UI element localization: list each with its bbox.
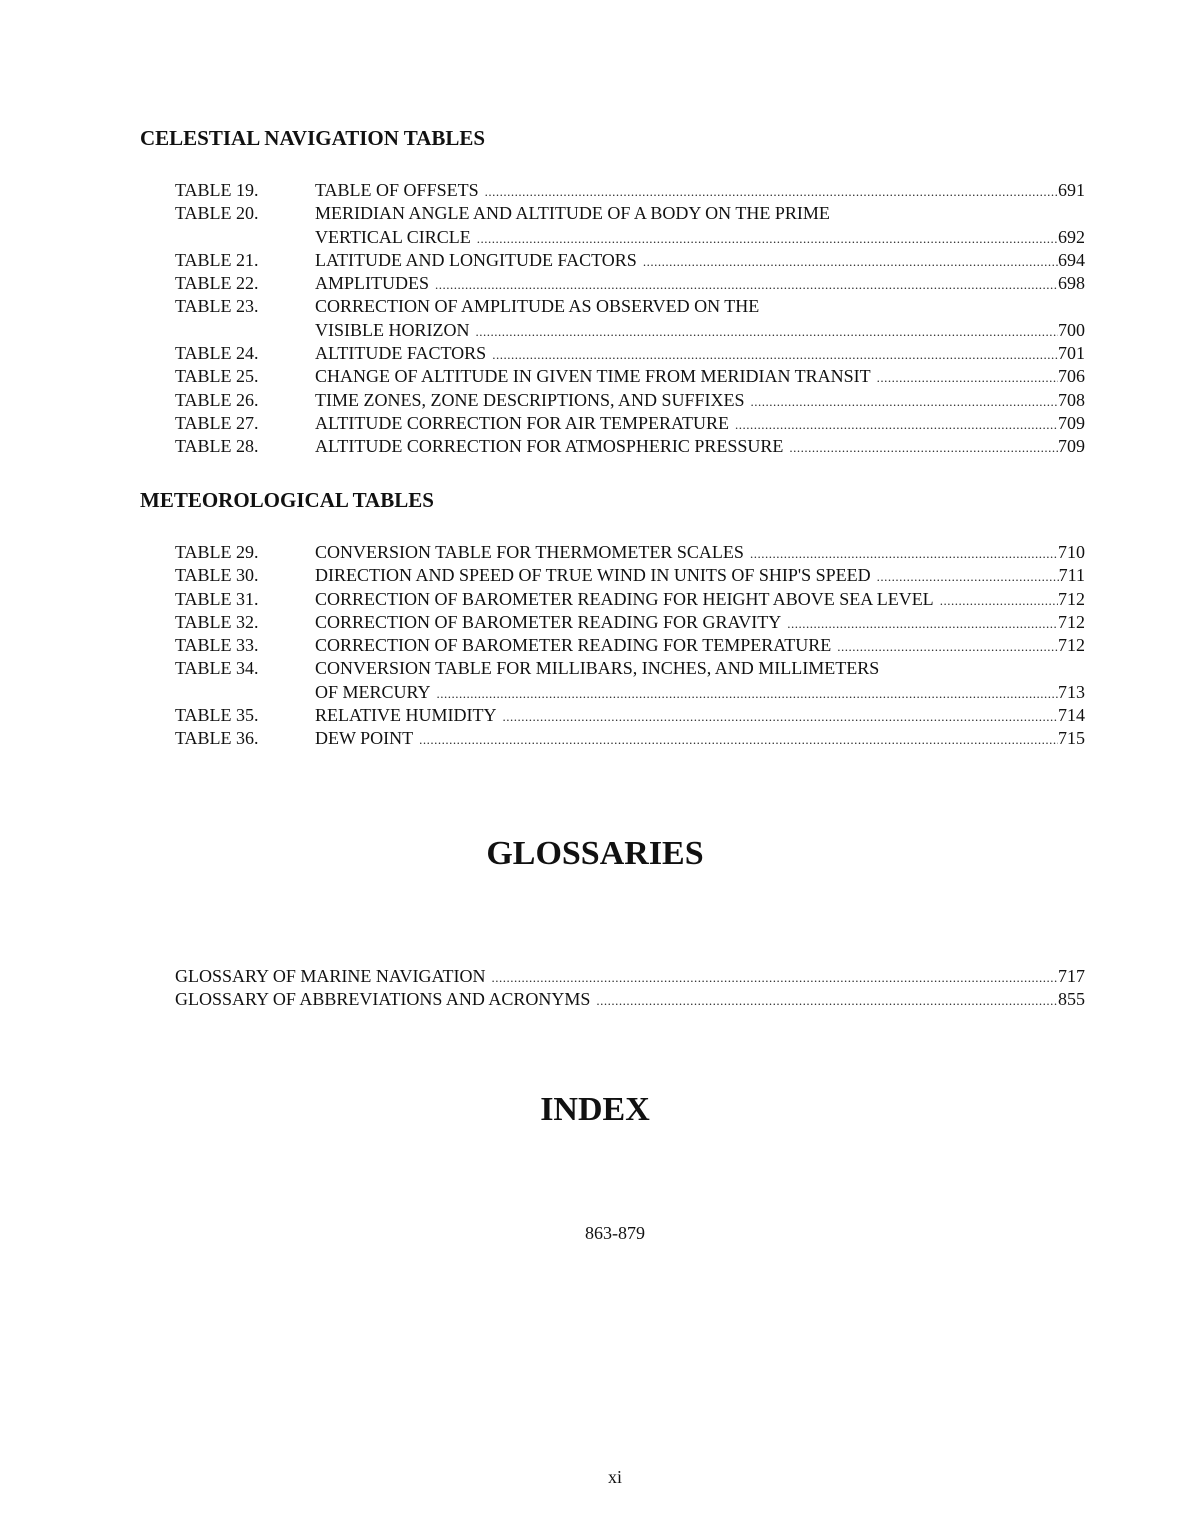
- toc-leader-dots: [751, 390, 1058, 413]
- toc-row-glossary-abbreviations[interactable]: [175, 988, 1085, 1011]
- toc-row-table-31[interactable]: [175, 588, 1085, 611]
- toc-page-number: 694: [1058, 249, 1085, 270]
- toc-row-table-29[interactable]: [175, 541, 1085, 564]
- toc-table-title-continued: VERTICAL CIRCLE: [315, 226, 471, 247]
- toc-row-table-23[interactable]: [175, 295, 1085, 318]
- toc-leader-dots: [787, 612, 1058, 635]
- toc-page-number: 700: [1058, 319, 1085, 340]
- toc-leader-dots: [437, 682, 1058, 705]
- toc-leader-dots: [419, 728, 1058, 751]
- toc-leader-dots: [877, 366, 1058, 389]
- toc-page-number: 708: [1058, 389, 1085, 410]
- toc-table-number: TABLE 31.: [175, 588, 259, 609]
- toc-table-title: CORRECTION OF BAROMETER READING FOR GRAVITY: [315, 611, 782, 632]
- toc-table-title: MERIDIAN ANGLE AND ALTITUDE OF A BODY ON THE PRIME: [315, 203, 830, 224]
- toc-page-number: 709: [1058, 436, 1085, 457]
- toc-leader-dots: [789, 436, 1058, 459]
- toc-table-number: TABLE 28.: [175, 436, 259, 457]
- toc-row-table-25[interactable]: [175, 365, 1085, 388]
- toc-table-title: DIRECTION AND SPEED OF TRUE WIND IN UNITS OF SHIP'S SPEED: [315, 565, 871, 586]
- toc-row-table-24[interactable]: [175, 342, 1085, 365]
- toc-table-title: TABLE OF OFFSETS: [315, 180, 479, 200]
- toc-row-table-34[interactable]: [175, 657, 1085, 680]
- toc-row-table-27[interactable]: [175, 412, 1085, 435]
- toc-row-table-28[interactable]: [175, 435, 1085, 458]
- toc-leader-dots: [485, 180, 1058, 203]
- toc-table-title: CONVERSION TABLE FOR MILLIBARS, INCHES, AND MILLIMETERS: [315, 658, 880, 679]
- toc-row-table-33[interactable]: [175, 634, 1085, 657]
- toc-row-table-32[interactable]: [175, 611, 1085, 634]
- toc-row-table-35[interactable]: [175, 704, 1085, 727]
- toc-table-title: AMPLITUDES: [315, 273, 430, 294]
- toc-table-title: CORRECTION OF AMPLITUDE AS OBSERVED ON THE: [315, 296, 760, 317]
- toc-table-title: CORRECTION OF BAROMETER READING FOR TEMPERATURE: [315, 635, 832, 656]
- toc-row-table-36[interactable]: [175, 727, 1085, 750]
- toc-leader-dots: [750, 542, 1058, 565]
- toc-table-number: TABLE 25.: [175, 366, 259, 387]
- toc-glossary-title: GLOSSARY OF ABBREVIATIONS AND ACRONYMS: [175, 989, 591, 1010]
- toc-row-table-22[interactable]: [175, 272, 1085, 295]
- toc-page-number: 698: [1058, 273, 1085, 294]
- toc-page-number: 712: [1058, 611, 1085, 632]
- index-page-range[interactable]: 863-879: [585, 1223, 645, 1243]
- toc-leader-dots: [837, 635, 1058, 658]
- toc-row-table-26[interactable]: [175, 389, 1085, 412]
- toc-leader-dots: [940, 589, 1058, 612]
- toc-table-title-continued: OF MERCURY: [315, 681, 431, 702]
- toc-page-number: 710: [1058, 542, 1085, 562]
- toc-row-table-20[interactable]: [175, 202, 1085, 225]
- toc-table-title: TIME ZONES, ZONE DESCRIPTIONS, AND SUFFIXES: [315, 389, 745, 410]
- index-heading: INDEX: [540, 1091, 650, 1128]
- toc-leader-dots: [735, 413, 1058, 436]
- glossaries-toc-list: [175, 965, 1085, 1012]
- toc-leader-dots: [492, 966, 1058, 989]
- toc-leader-dots: [476, 320, 1059, 343]
- toc-table-number: TABLE 29.: [175, 542, 259, 562]
- toc-page-number: 712: [1058, 635, 1085, 656]
- toc-row-table-30[interactable]: [175, 564, 1085, 587]
- toc-table-title: CONVERSION TABLE FOR THERMOMETER SCALES: [315, 542, 744, 562]
- toc-leader-dots: [502, 705, 1058, 728]
- toc-page-number: 717: [1058, 966, 1085, 986]
- toc-page-number: 714: [1058, 705, 1085, 726]
- toc-table-title: ALTITUDE CORRECTION FOR ATMOSPHERIC PRESSURE: [315, 436, 784, 457]
- toc-page-number: 706: [1058, 366, 1085, 387]
- toc-table-number: TABLE 21.: [175, 249, 259, 270]
- toc-table-number: TABLE 23.: [175, 296, 259, 317]
- toc-glossary-title: GLOSSARY OF MARINE NAVIGATION: [175, 966, 486, 986]
- toc-row-glossary-marine-navigation[interactable]: [175, 965, 1085, 988]
- toc-table-number: TABLE 20.: [175, 203, 259, 224]
- toc-table-number: TABLE 26.: [175, 389, 259, 410]
- toc-page-number: 691: [1058, 180, 1085, 200]
- toc-page-number: 855: [1058, 989, 1085, 1010]
- toc-page-number: 715: [1058, 728, 1085, 749]
- toc-table-number: TABLE 24.: [175, 343, 259, 364]
- toc-page-number: 692: [1058, 226, 1085, 247]
- toc-table-number: TABLE 35.: [175, 705, 259, 726]
- meteorological-section-heading: METEOROLOGICAL TABLES: [140, 488, 434, 512]
- toc-table-number: TABLE 27.: [175, 412, 259, 433]
- toc-table-title: DEW POINT: [315, 728, 414, 749]
- toc-table-number: TABLE 33.: [175, 635, 259, 656]
- toc-leader-dots: [492, 343, 1058, 366]
- toc-row-table-23-cont[interactable]: [175, 319, 1085, 342]
- toc-table-number: TABLE 32.: [175, 611, 259, 632]
- toc-table-title: RELATIVE HUMIDITY: [315, 705, 497, 726]
- celestial-section-heading: CELESTIAL NAVIGATION TABLES: [140, 126, 486, 150]
- toc-table-number: TABLE 19.: [175, 180, 259, 200]
- toc-leader-dots: [877, 565, 1059, 588]
- toc-row-table-19[interactable]: [175, 179, 1085, 202]
- toc-table-number: TABLE 34.: [175, 658, 259, 679]
- page-number: xi: [607, 1467, 622, 1487]
- meteorological-toc-list: [175, 541, 1085, 751]
- toc-table-title: CORRECTION OF BAROMETER READING FOR HEIGHT ABOVE SEA LEVEL: [315, 588, 934, 609]
- toc-page-number: 701: [1058, 343, 1085, 364]
- toc-row-table-34-cont[interactable]: [175, 681, 1085, 704]
- toc-table-title: LATITUDE AND LONGITUDE FACTORS: [315, 249, 637, 270]
- toc-table-number: TABLE 30.: [175, 565, 259, 586]
- toc-page-number: 709: [1058, 412, 1085, 433]
- toc-table-title: CHANGE OF ALTITUDE IN GIVEN TIME FROM MERIDIAN TRANSIT: [315, 366, 871, 387]
- toc-leader-dots: [596, 989, 1058, 1012]
- toc-row-table-20-cont[interactable]: [175, 226, 1085, 249]
- toc-page-number: 712: [1058, 588, 1085, 609]
- toc-leader-dots: [643, 250, 1058, 273]
- toc-table-title-continued: VISIBLE HORIZON: [315, 319, 470, 340]
- toc-leader-dots: [477, 227, 1058, 250]
- toc-page-number: 713: [1058, 681, 1085, 702]
- toc-leader-dots: [435, 273, 1058, 296]
- toc-table-number: TABLE 36.: [175, 728, 259, 749]
- celestial-toc-list: [175, 179, 1085, 459]
- toc-table-title: ALTITUDE FACTORS: [315, 343, 487, 364]
- toc-row-table-21[interactable]: [175, 249, 1085, 272]
- glossaries-heading: GLOSSARIES: [486, 835, 704, 872]
- toc-table-number: TABLE 22.: [175, 273, 259, 294]
- toc-table-title: ALTITUDE CORRECTION FOR AIR TEMPERATURE: [315, 412, 730, 433]
- toc-page-number: 711: [1058, 565, 1085, 586]
